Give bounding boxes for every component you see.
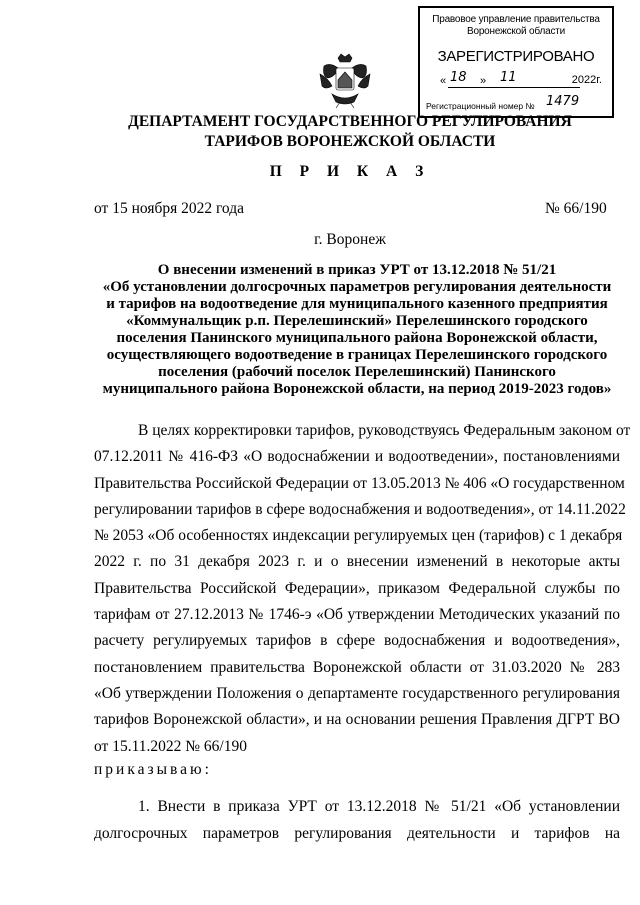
title-line: муниципального района Воронежской области, на период 2019-2023 годов» (102, 381, 612, 397)
body-line: 2022 г. по 31 декабря 2023 г. и о внесении изменений в некоторые акты (94, 553, 620, 571)
department-name-line1: ДЕПАРТАМЕНТ ГОСУДАРСТВЕННОГО РЕГУЛИРОВАНИЯ (128, 113, 572, 130)
preamble-paragraph (94, 418, 631, 760)
body-line: Правительства Российской Федерации», приказом Федеральной службы по (94, 579, 620, 597)
point-line: долгосрочных параметров регулирования деятельности и тарифов на (94, 825, 620, 842)
stamp-year: 2022г. (571, 74, 602, 86)
stamp-registered: ЗАРЕГИСТРИРОВАНО (437, 48, 595, 65)
document-type: П Р И К А З (269, 163, 431, 180)
body-line: тарифов Воронежской области», и на основании решения Правления ДГРТ ВО (94, 711, 620, 729)
body-line: В целях корректировки тарифов, руководствуясь Федеральным законом от (138, 422, 631, 439)
stamp-day: 18 (450, 70, 467, 85)
body-line: 07.12.2011 № 416-ФЗ «О водоснабжении и водоотведении», постановлениями (94, 448, 620, 466)
stamp-reg-number-row (420, 94, 612, 111)
document-city: г. Воронеж (314, 231, 386, 248)
stamp-month: 11 (500, 70, 517, 85)
title-line: поселения (рабочий поселок Перелешинский) Панинского (158, 364, 556, 380)
title-line: поселения Панинского муниципального района Воронежской области, (116, 330, 598, 346)
stamp-org-line1: Правовое управление правительства (432, 14, 600, 25)
title-line: «Об установлении долгосрочных параметров регулирования деятельности (102, 279, 612, 295)
document-number: № 66/190 (545, 200, 607, 217)
title-line: О внесении изменений в приказ УРТ от 13.12.2018 № 51/21 (157, 262, 557, 278)
department-name-line2: ТАРИФОВ ВОРОНЕЖСКОЙ ОБЛАСТИ (204, 133, 496, 150)
title-line: и тарифов на водоотведение для муниципального казенного предприятия (106, 296, 608, 312)
body-line: регулировании тарифов в сфере водоснабжения и водоотведения», от 14.11.2022 (94, 500, 626, 518)
body-line: № 2053 «Об особенностях индексации регулируемых цен (тарифов) с 1 декабря (94, 527, 623, 545)
body-line: тарифам от 27.12.2013 № 1746-э «Об утверждении Методических указаний по (94, 606, 620, 624)
body-line: от 15.11.2022 № 66/190 (94, 737, 247, 755)
body-line: Правительства Российской Федерации от 13.05.2013 № 406 «О государственном (94, 474, 625, 492)
body-line: постановлением правительства Воронежской области от 31.03.2020 № 283 (94, 658, 620, 676)
stamp-org-line2: Воронежской области (466, 26, 566, 37)
stamp-reg-label: Регистрационный номер № (426, 101, 535, 111)
document-title (92, 262, 622, 398)
stamp-reg-number: 1479 (546, 94, 580, 109)
body-line: расчету регулируемых тарифов в сфере водоснабжения и водоотведения», (94, 632, 620, 650)
body-line: «Об утверждении Положения о департаменте государственного регулирования (94, 684, 620, 702)
title-line: осуществляющего водоотведение в границах Перелешинского городского (106, 347, 608, 363)
order-point-1 (94, 793, 620, 847)
coat-of-arms-icon (316, 52, 374, 110)
point-line: 1. Внести в приказа УРТ от 13.12.2018 № 51/21 «Об установлении (138, 798, 620, 815)
stamp-quote-close: » (480, 75, 487, 87)
stamp-date (420, 71, 612, 91)
stamp-org (420, 14, 612, 38)
stamp-date-underline (448, 87, 580, 88)
document-date: от 15 ноября 2022 года (94, 200, 245, 217)
title-line: «Коммунальщик р.п. Перелешинский» Перелешинского городского (126, 313, 588, 329)
order-word: приказываю: (94, 761, 212, 778)
registration-stamp (418, 6, 614, 118)
stamp-quote-open: « (440, 75, 447, 87)
